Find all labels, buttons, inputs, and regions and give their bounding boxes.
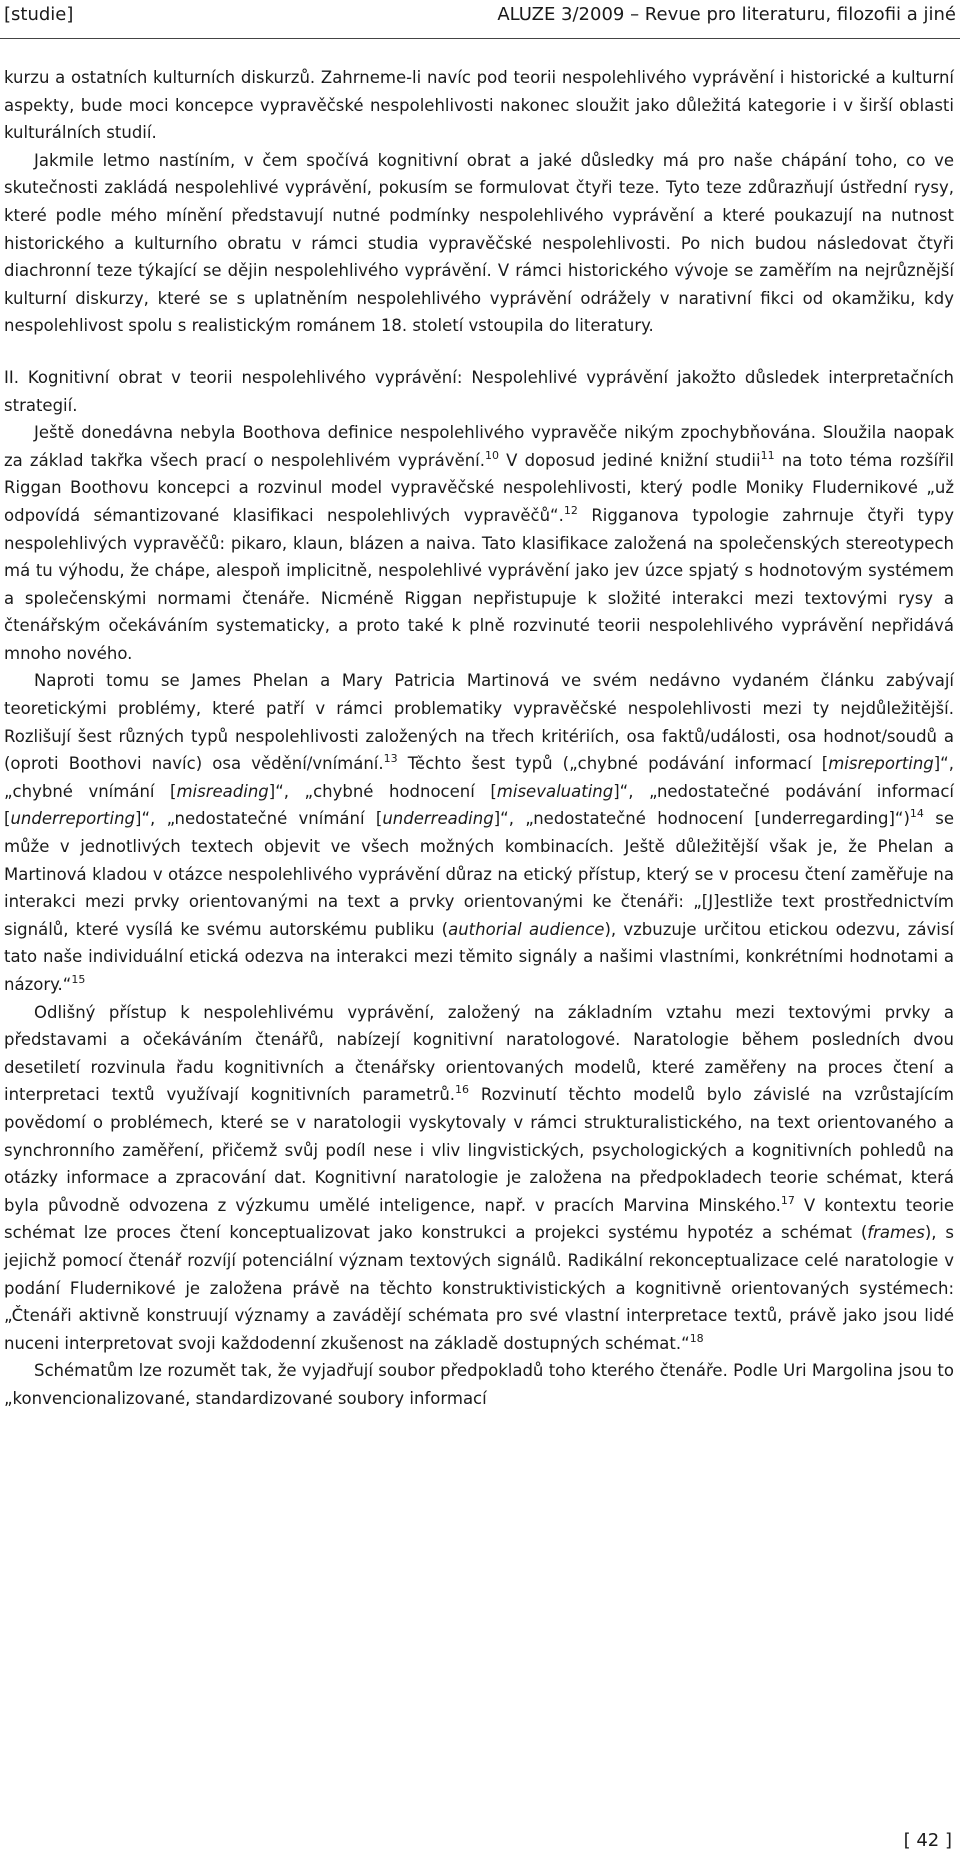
footnote-ref[interactable]: 17 [780, 1193, 795, 1207]
paragraph: Jakmile letmo nastíním, v čem spočívá kognitivní obrat a jaké důsledky má pro naše chápání toho, co ve skutečnosti zakládá nespolehlivé vyprávění, pokusím se formulovat čtyři teze. Tyto teze zdůrazňují ústřední rysy, které podle mého mínění představují nutné podmínky nespolehlivého vyprávění a které poukazují na nutnost historického a kulturního obratu v rámci studia vypravěčské nespolehlivosti. Po nich budou následovat čtyři diachronní teze týkající se dějin nespolehlivého vyprávění. V rámci historického vývoje se zaměřím na nejrůznější kulturní diskurzy, které se s uplatněním nespolehlivého vyprávění odrážely v narativní fikci od okamžiku, kdy nespolehlivost spolu s realistickým románem 18. století vstoupila do literatury. [4, 150, 954, 336]
section-heading: II. Kognitivní obrat v teorii nespolehlivého vyprávění: Nespolehlivé vyprávění jakožto důsledek interpretačních strategií. [4, 367, 954, 415]
paragraph: Schématům lze rozumět tak, že vyjadřují soubor předpokladů toho kterého čtenáře. Podle Uri Margolina jsou to „konvencionalizované, standardizované soubory informací [4, 1361, 954, 1408]
journal-title: ALUZE 3/2009 – Revue pro literaturu, filozofii a jiné [497, 4, 956, 25]
paragraph: Ještě donedávna nebyla Boothova definice nespolehlivého vypravěče nikým zpochybňována. Sloužila naopak za základ takřka všech prací o nespolehlivém vyprávění.$^{10}$ V doposud jediné knižní studii$^{11}$ na toto téma rozšířil Riggan Boothovu koncepci a rozvinul model vypravěčské nespolehlivosti, který podle Moniky Fludernikové „už odpovídá sémantizované klasifikaci nespolehlivých vypravěčů“.$^{12}$ Rigganova typologie zahrnuje čtyři typy nespolehlivých vypravěčů: pikaro, klaun, blázen a naiva. Tato klasifikace založená na společenských stereotypech má tu výhodu, že chápe, alespoň implicitně, nespolehlivé vyprávění jako jev úzce spjatý s hodnotovým systémem a společenskými normami čtenáře. Nicméně Riggan nepřistupuje k složité interakci mezi textovými rysy a čtenářským očekáváním systematicky, a proto také k plně rozvinuté teorii nespolehlivého vyprávění nepřidává mnoho nového. [4, 423, 955, 663]
running-header [0, 0, 960, 44]
footnote-ref[interactable]: 10 [485, 448, 500, 462]
paragraph: Naproti tomu se James Phelan a Mary Patricia Martinová ve svém nedávno vydaném článku zabývají teoretickými problémy, které patří v rámci problematiky vypravěčské nespolehlivosti mezi ty nejdůležitější. Rozlišují šest různých typů nespolehlivosti založených na třech kritériích, osa faktů/události, osa hodnot/soudů a (oproti Boothovi navíc) osa vědění/vnímání.$^{13}$ Těchto šest typů („chybné podávání informací [misreporting]“, „chybné vnímání [misreading]“, „chybné hodnocení [misevaluating]“, „nedostatečné podávání informací [underreporting]“, „nedostatečné vnímání [underreading]“, „nedostatečné hodnocení [underregarding]“)$^{14}$ se může v jednotlivých textech objevit ve všech možných kombinacích. Ještě důležitější však je, že Phelan a Martinová kladou v otázce nespolehlivého vyprávění důraz na etický přístup, který se v procesu čtení zaměřuje na interakci mezi prvky orientovanými na text a prvky orientovanými ke čtenáři: „[J]estliže text prostřednictvím signálů, které vysílá ke svému autorskému publiku (authorial audience), vzbuzuje určitou etickou odezvu, závisí tato naše individuální etická odezva na interakci mezi těmito signály a našimi vlastními, konkrétními hodnotami a názory.“$^{15}$ [4, 671, 955, 994]
footnote-ref[interactable]: 13 [383, 752, 398, 766]
footnote-ref[interactable]: 14 [909, 807, 924, 821]
footnote-ref[interactable]: 18 [689, 1331, 704, 1345]
paragraph: kurzu a ostatních kulturních diskurzů. Zahrneme-li navíc pod teorii nespolehlivého vyprávění i historické a kulturní aspekty, bude moci koncepce vypravěčské nespolehlivosti nakonec sloužit jako důležitá kategorie i v širší oblasti kulturálních studií. [4, 68, 954, 143]
footnote-ref[interactable]: 15 [71, 973, 86, 986]
article-body [4, 64, 954, 1413]
footnote-ref[interactable]: 11 [760, 448, 775, 462]
section-label: [studie] [4, 4, 74, 25]
footnote-ref[interactable]: 16 [455, 1083, 470, 1097]
page-number: [ 42 ] [903, 1830, 952, 1851]
footnote-ref[interactable]: 12 [563, 503, 578, 517]
header-rule [0, 38, 960, 39]
paragraph: Odlišný přístup k nespolehlivému vyprávění, založený na základním vztahu mezi textovými prvky a představami a očekáváním čtenářů, nabízejí kognitivní naratologové. Naratologie během posledních dvou desetiletí rozvinula řadu kognitivních a čtenářsky orientovaných modelů, které zaměřeny na proces čtení a interpretaci textů využívají kognitivních parametrů.$^{16}$ Rozvinutí těchto modelů bylo závislé na vzrůstajícím povědomí o problémech, které se v naratologii vyskytovaly v rámci strukturalistického, na text orientovaného a synchronního zaměření, přičemž svůj podíl nese i vliv lingvistických, psychologických a kognitivních pohledů na otázky informace a zpracování dat. Kognitivní naratologie je založena na předpokladech teorie schémat, která byla původně odvozena z výzkumu umělé inteligence, např. v pracích Marvina Minského.$^{17}$ V kontextu teorie schémat lze proces čtení konceptualizovat jako konstrukci a projekci systému hypotéz a schémat (frames), s jejichž pomocí čtenář rozvíjí potenciální význam textových signálů. Radikální rekonceptualizace celé naratologie v podání Fludernikové je založena právě na těchto konstruktivistických a kognitivně orientovaných systémech: „Čtenáři aktivně konstruují významy a zavádějí schémata pro své vlastní interpretace textů, právě jako jsou lidé nuceni interpretovat svoji každodenní zkušenost na základě dostupných schémat.“$^{18}$ [4, 1002, 954, 1353]
